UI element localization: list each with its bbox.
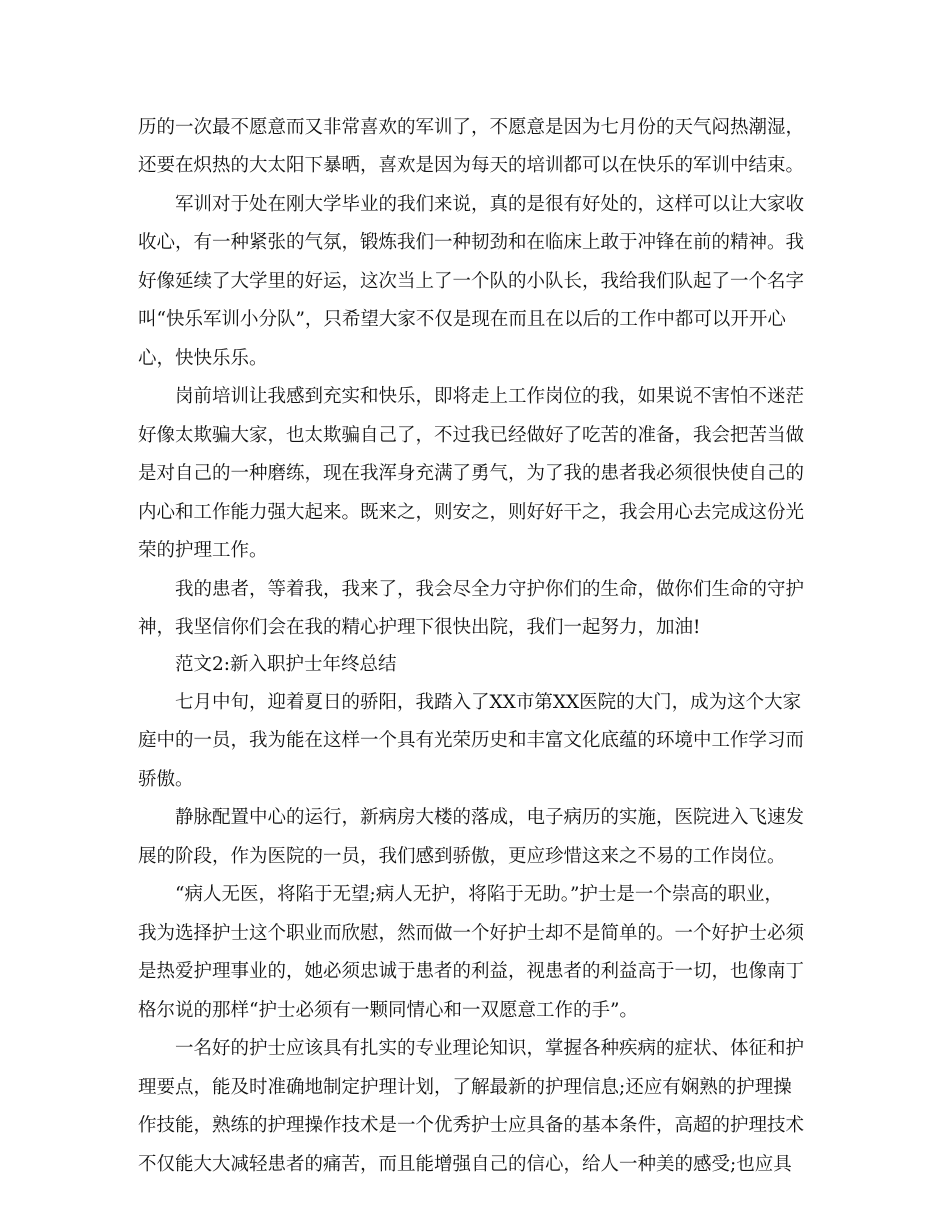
text-line: 展的阶段，作为医院的一员，我们感到骄傲，更应珍惜这来之不易的工作岗位。 — [138, 846, 786, 867]
text-line: 我为选择护士这个职业而欣慰，然而做一个好护士却不是简单的。一个好护士必须 — [138, 923, 805, 944]
text-line: 骄傲。 — [138, 769, 194, 790]
text-line: 一名好的护士应该具有扎实的专业理论知识，掌握各种疾病的症状、体征和护 — [175, 1038, 805, 1059]
text-line: 内心和工作能力强大起来。既来之，则安之，则好好干之，我会用心去完成这份光 — [138, 502, 805, 523]
text-line: 收心，有一种紧张的气氛，锻炼我们一种韧劲和在临床上敢于冲锋在前的精神。我 — [138, 232, 805, 253]
text-line: 神，我坚信你们会在我的精心护理下很快出院，我们一起努力，加油! — [138, 617, 701, 638]
text-line: 岗前培训让我感到充实和快乐，即将走上工作岗位的我，如果说不害怕不迷茫 — [175, 386, 805, 407]
text-line: 历的一次最不愿意而又非常喜欢的军训了，不愿意是因为七月份的天气闷热潮湿， — [138, 117, 805, 138]
text-line: 是对自己的一种磨练，现在我浑身充满了勇气，为了我的患者我必须很快使自己的 — [138, 463, 805, 484]
text-line: 还要在炽热的大太阳下暴晒，喜欢是因为每天的培训都可以在快乐的军训中结束。 — [138, 155, 805, 176]
text-line: 不仅能大大减轻患者的痛苦，而且能增强自己的信心，给人一种美的感受;也应具 — [138, 1154, 792, 1175]
text-line: 作技能，熟练的护理操作技术是一个优秀护士应具备的基本条件，高超的护理技术 — [138, 1115, 805, 1136]
text-line: 荣的护理工作。 — [138, 540, 268, 561]
text-line: 心，快快乐乐。 — [138, 348, 268, 369]
text-line: 我的患者，等着我，我来了，我会尽全力守护你们的生命，做你们生命的守护 — [175, 579, 805, 600]
text-line: 叫“快乐军训小分队”，只希望大家不仅是现在而且在以后的工作中都可以开开心 — [138, 309, 786, 330]
text-line: 军训对于处在刚大学毕业的我们来说，真的是很有好处的，这样可以让大家收 — [175, 194, 805, 215]
text-line: 格尔说的那样“护士必须有一颗同情心和一双愿意工作的手”。 — [138, 1000, 638, 1021]
text-line: 好像延续了大学里的好运，这次当上了一个队的小队长，我给我们队起了一个名字 — [138, 271, 805, 292]
section-heading: 范文2:新入职护士年终总结 — [175, 654, 397, 675]
text-line: “病人无医，将陷于无望;病人无护，将陷于无助。”护士是一个崇高的职业， — [175, 884, 783, 905]
text-line: 七月中旬，迎着夏日的骄阳，我踏入了XX市第XX医院的大门，成为这个大家 — [175, 692, 802, 713]
text-line: 是热爱护理事业的，她必须忠诚于患者的利益，视患者的利益高于一切，也像南丁 — [138, 961, 805, 982]
text-line: 理要点，能及时准确地制定护理计划，了解最新的护理信息;还应有娴熟的护理操 — [138, 1077, 792, 1098]
text-line: 好像太欺骗大家，也太欺骗自己了，不过我已经做好了吃苦的准备，我会把苦当做 — [138, 425, 805, 446]
text-line: 静脉配置中心的运行，新病房大楼的落成，电子病历的实施，医院进入飞速发 — [175, 807, 805, 828]
text-line: 庭中的一员，我为能在这样一个具有光荣历史和丰富文化底蕴的环境中工作学习而 — [138, 730, 805, 751]
